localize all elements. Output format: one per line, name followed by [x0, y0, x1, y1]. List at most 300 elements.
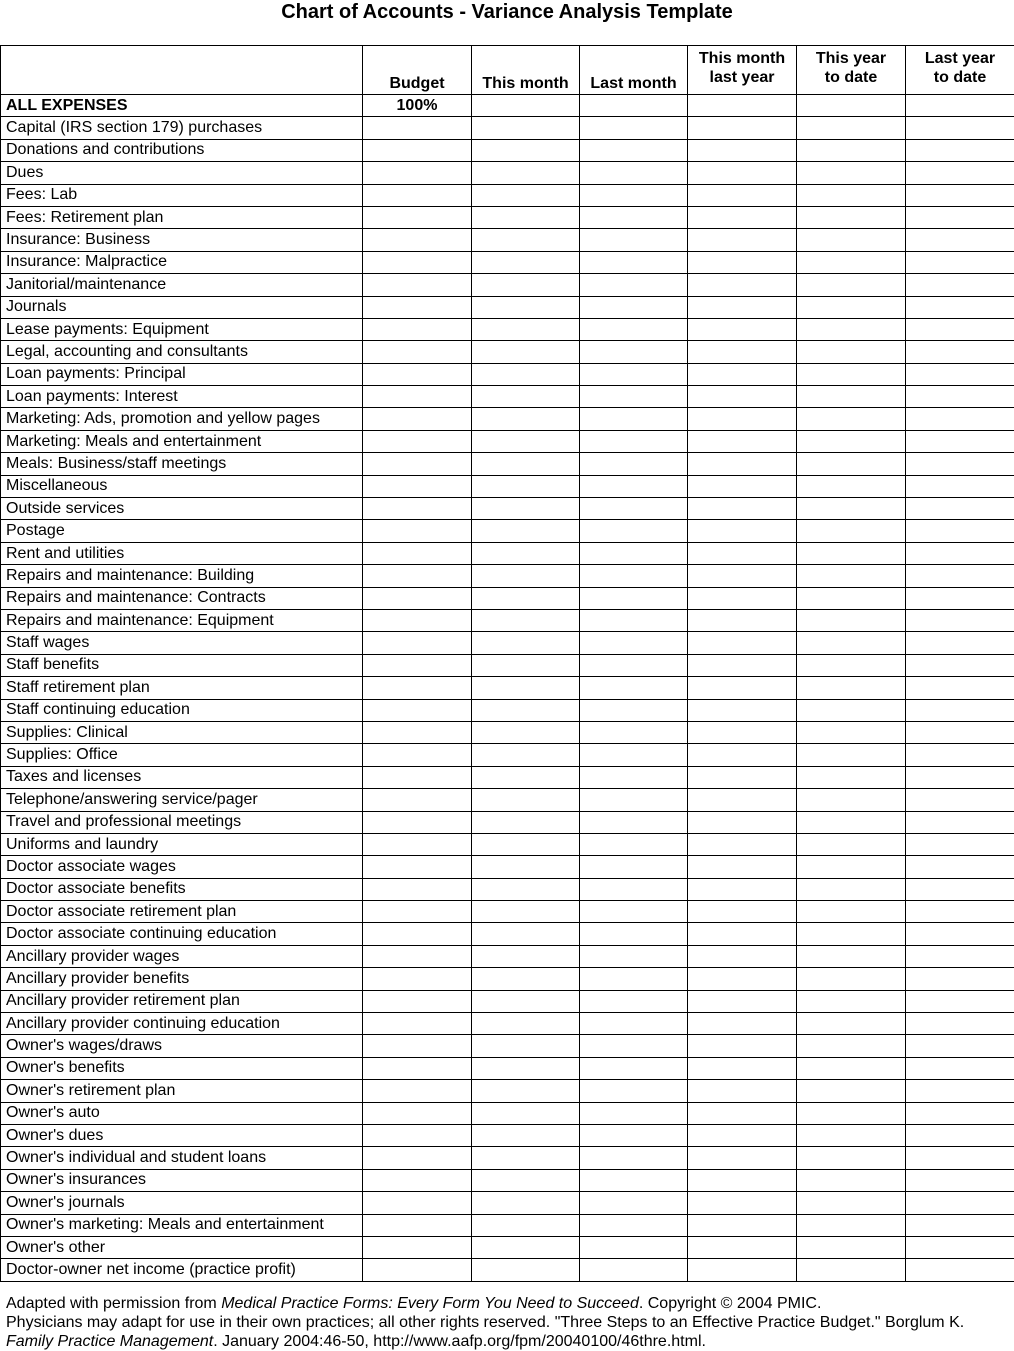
budget-cell [363, 878, 472, 900]
budget-cell [363, 296, 472, 318]
last-year-to-date-cell [906, 654, 1014, 676]
last-month-cell [580, 1080, 688, 1102]
last-month-cell [580, 1035, 688, 1057]
last-year-to-date-cell [906, 677, 1014, 699]
table-row [1, 206, 1014, 228]
row-label: Owner's marketing: Meals and entertainment [1, 1214, 363, 1236]
this-month-last-year-cell [688, 1214, 797, 1236]
table-row [1, 789, 1014, 811]
this-month-last-year-cell [688, 699, 797, 721]
this-year-to-date-cell [797, 1147, 906, 1169]
budget-cell [363, 475, 472, 497]
last-year-to-date-cell [906, 341, 1014, 363]
this-year-to-date-cell [797, 1169, 906, 1191]
this-month-cell [472, 721, 580, 743]
last-year-to-date-cell [906, 274, 1014, 296]
last-month-cell [580, 990, 688, 1012]
this-month-last-year-cell [688, 565, 797, 587]
row-label: Owner's insurances [1, 1169, 363, 1191]
table-row [1, 453, 1014, 475]
row-label: Staff retirement plan [1, 677, 363, 699]
row-label: Capital (IRS section 179) purchases [1, 117, 363, 139]
last-month-cell [580, 1192, 688, 1214]
budget-cell [363, 1057, 472, 1079]
table-row [1, 811, 1014, 833]
last-month-cell [580, 430, 688, 452]
this-month-cell [472, 699, 580, 721]
this-month-cell [472, 184, 580, 206]
this-year-to-date-cell [797, 1035, 906, 1057]
table-row [1, 1102, 1014, 1124]
budget-cell [363, 229, 472, 251]
last-year-to-date-cell [906, 1057, 1014, 1079]
this-year-to-date-cell [797, 766, 906, 788]
column-header-last-year-to-date: Last year to date [906, 46, 1014, 95]
budget-cell [363, 677, 472, 699]
this-month-cell [472, 1192, 580, 1214]
table-row [1, 587, 1014, 609]
this-month-last-year-cell [688, 498, 797, 520]
this-year-to-date-cell [797, 453, 906, 475]
table-row [1, 1147, 1014, 1169]
last-year-to-date-cell [906, 1102, 1014, 1124]
table-row [1, 229, 1014, 251]
last-month-cell [580, 386, 688, 408]
this-year-to-date-cell [797, 721, 906, 743]
last-year-to-date-cell [906, 206, 1014, 228]
budget-cell [363, 453, 472, 475]
budget-cell [363, 1236, 472, 1258]
this-year-to-date-cell [797, 811, 906, 833]
this-month-last-year-cell [688, 811, 797, 833]
budget-cell [363, 990, 472, 1012]
row-label: Lease payments: Equipment [1, 318, 363, 340]
last-month-cell [580, 677, 688, 699]
row-label: Repairs and maintenance: Contracts [1, 587, 363, 609]
last-year-to-date-cell [906, 901, 1014, 923]
last-year-to-date-cell [906, 453, 1014, 475]
last-year-to-date-cell [906, 162, 1014, 184]
this-month-last-year-cell [688, 789, 797, 811]
budget-cell [363, 1013, 472, 1035]
last-month-cell [580, 1236, 688, 1258]
this-year-to-date-cell [797, 1214, 906, 1236]
this-month-last-year-cell [688, 945, 797, 967]
this-year-to-date-cell [797, 162, 906, 184]
last-month-cell [580, 878, 688, 900]
row-label: Outside services [1, 498, 363, 520]
last-month-cell [580, 341, 688, 363]
row-label: Owner's retirement plan [1, 1080, 363, 1102]
last-month-cell [580, 766, 688, 788]
table-row [1, 1192, 1014, 1214]
last-year-to-date-cell [906, 117, 1014, 139]
this-year-to-date-cell [797, 408, 906, 430]
table-row [1, 408, 1014, 430]
table-row [1, 251, 1014, 273]
row-label: Owner's other [1, 1236, 363, 1258]
table-row [1, 856, 1014, 878]
this-year-to-date-cell [797, 206, 906, 228]
table-row [1, 609, 1014, 631]
row-label: Owner's dues [1, 1124, 363, 1146]
this-month-cell [472, 475, 580, 497]
column-header-this-month: This month [472, 46, 580, 95]
table-row [1, 520, 1014, 542]
table-row [1, 632, 1014, 654]
this-month-last-year-cell [688, 654, 797, 676]
this-month-cell [472, 901, 580, 923]
last-year-to-date-cell [906, 251, 1014, 273]
row-label: Owner's benefits [1, 1057, 363, 1079]
row-label: Staff continuing education [1, 699, 363, 721]
budget-cell [363, 1147, 472, 1169]
this-year-to-date-cell [797, 609, 906, 631]
table-row [1, 654, 1014, 676]
table-row [1, 498, 1014, 520]
table-row [1, 341, 1014, 363]
last-year-to-date-cell [906, 1080, 1014, 1102]
this-month-last-year-cell [688, 587, 797, 609]
budget-cell [363, 1192, 472, 1214]
last-month-cell [580, 251, 688, 273]
budget-cell [363, 901, 472, 923]
row-label: Dues [1, 162, 363, 184]
last-year-to-date-cell [906, 1169, 1014, 1191]
budget-cell [363, 654, 472, 676]
row-label: Meals: Business/staff meetings [1, 453, 363, 475]
this-year-to-date-cell [797, 632, 906, 654]
this-month-cell [472, 453, 580, 475]
budget-cell: 100% [363, 95, 472, 117]
this-month-last-year-cell [688, 206, 797, 228]
column-header-last-month: Last month [580, 46, 688, 95]
row-label: Supplies: Office [1, 744, 363, 766]
this-month-last-year-cell [688, 1236, 797, 1258]
budget-cell [363, 766, 472, 788]
this-year-to-date-cell [797, 833, 906, 855]
table-row [1, 901, 1014, 923]
row-label: Repairs and maintenance: Equipment [1, 609, 363, 631]
this-year-to-date-cell [797, 184, 906, 206]
this-month-cell [472, 274, 580, 296]
table-row [1, 1124, 1014, 1146]
this-month-cell [472, 878, 580, 900]
citation-line-2: Physicians may adapt for use in their own practices; all other rights reserved. "Three Steps to an Effective Practice Budget." Borglum K. [6, 1313, 1010, 1332]
this-month-last-year-cell [688, 386, 797, 408]
table-row [1, 1214, 1014, 1236]
citation-line-1: Adapted with permission from Medical Practice Forms: Every Form You Need to Succeed. Copyright © 2004 PMIC. [6, 1294, 1010, 1313]
this-month-cell [472, 833, 580, 855]
row-label: Supplies: Clinical [1, 721, 363, 743]
last-year-to-date-cell [906, 184, 1014, 206]
table-row [1, 1080, 1014, 1102]
table-row [1, 721, 1014, 743]
this-month-cell [472, 565, 580, 587]
budget-cell [363, 699, 472, 721]
row-label: Repairs and maintenance: Building [1, 565, 363, 587]
last-month-cell [580, 744, 688, 766]
this-year-to-date-cell [797, 1124, 906, 1146]
row-label: Legal, accounting and consultants [1, 341, 363, 363]
this-month-last-year-cell [688, 632, 797, 654]
budget-cell [363, 1102, 472, 1124]
this-month-cell [472, 206, 580, 228]
this-year-to-date-cell [797, 789, 906, 811]
budget-cell [363, 856, 472, 878]
this-month-last-year-cell [688, 609, 797, 631]
this-year-to-date-cell [797, 386, 906, 408]
last-month-cell [580, 721, 688, 743]
budget-cell [363, 341, 472, 363]
row-label: Owner's auto [1, 1102, 363, 1124]
this-year-to-date-cell [797, 878, 906, 900]
this-month-last-year-cell [688, 1169, 797, 1191]
last-year-to-date-cell [906, 789, 1014, 811]
this-year-to-date-cell [797, 1236, 906, 1258]
this-month-cell [472, 1013, 580, 1035]
row-label: Journals [1, 296, 363, 318]
row-label: Loan payments: Principal [1, 363, 363, 385]
this-month-cell [472, 498, 580, 520]
this-month-last-year-cell [688, 363, 797, 385]
table-row [1, 363, 1014, 385]
this-month-last-year-cell [688, 318, 797, 340]
this-month-last-year-cell [688, 766, 797, 788]
this-month-last-year-cell [688, 1259, 797, 1281]
table-row [1, 475, 1014, 497]
table-row [1, 833, 1014, 855]
last-year-to-date-cell [906, 699, 1014, 721]
this-month-last-year-cell [688, 408, 797, 430]
this-month-last-year-cell [688, 968, 797, 990]
this-month-cell [472, 430, 580, 452]
row-label: Insurance: Malpractice [1, 251, 363, 273]
last-year-to-date-cell [906, 1236, 1014, 1258]
this-year-to-date-cell [797, 923, 906, 945]
last-month-cell [580, 1057, 688, 1079]
this-month-cell [472, 341, 580, 363]
table-row [1, 274, 1014, 296]
last-year-to-date-cell [906, 1035, 1014, 1057]
this-month-last-year-cell [688, 229, 797, 251]
table-row [1, 1013, 1014, 1035]
last-year-to-date-cell [906, 1147, 1014, 1169]
this-month-last-year-cell [688, 1080, 797, 1102]
this-year-to-date-cell [797, 341, 906, 363]
row-label: Doctor-owner net income (practice profit) [1, 1259, 363, 1281]
budget-cell [363, 1169, 472, 1191]
last-month-cell [580, 117, 688, 139]
row-label: Marketing: Meals and entertainment [1, 430, 363, 452]
this-year-to-date-cell [797, 430, 906, 452]
this-month-cell [472, 363, 580, 385]
last-year-to-date-cell [906, 923, 1014, 945]
last-month-cell [580, 587, 688, 609]
this-month-cell [472, 251, 580, 273]
this-month-cell [472, 990, 580, 1012]
this-year-to-date-cell [797, 677, 906, 699]
row-label: Donations and contributions [1, 139, 363, 161]
budget-cell [363, 1124, 472, 1146]
last-year-to-date-cell [906, 609, 1014, 631]
budget-cell [363, 833, 472, 855]
row-label: Fees: Retirement plan [1, 206, 363, 228]
row-label: Postage [1, 520, 363, 542]
budget-cell [363, 274, 472, 296]
last-year-to-date-cell [906, 945, 1014, 967]
last-month-cell [580, 162, 688, 184]
this-month-cell [472, 542, 580, 564]
last-month-cell [580, 923, 688, 945]
row-label: Doctor associate continuing education [1, 923, 363, 945]
table-row [1, 184, 1014, 206]
last-month-cell [580, 789, 688, 811]
budget-cell [363, 789, 472, 811]
last-month-cell [580, 968, 688, 990]
this-year-to-date-cell [797, 699, 906, 721]
last-month-cell [580, 274, 688, 296]
last-year-to-date-cell [906, 833, 1014, 855]
last-month-cell [580, 833, 688, 855]
this-month-cell [472, 296, 580, 318]
row-label: Loan payments: Interest [1, 386, 363, 408]
budget-cell [363, 744, 472, 766]
row-label: Doctor associate benefits [1, 878, 363, 900]
table-row [1, 1035, 1014, 1057]
this-month-cell [472, 811, 580, 833]
this-month-last-year-cell [688, 1192, 797, 1214]
last-month-cell [580, 1169, 688, 1191]
this-month-last-year-cell [688, 1147, 797, 1169]
budget-cell [363, 184, 472, 206]
this-month-cell [472, 318, 580, 340]
last-month-cell [580, 1124, 688, 1146]
last-month-cell [580, 184, 688, 206]
this-month-cell [472, 117, 580, 139]
budget-cell [363, 408, 472, 430]
this-month-last-year-cell [688, 833, 797, 855]
this-month-cell [472, 789, 580, 811]
this-month-last-year-cell [688, 744, 797, 766]
table-row [1, 542, 1014, 564]
table-row [1, 945, 1014, 967]
table-row [1, 968, 1014, 990]
table-row [1, 1169, 1014, 1191]
this-month-last-year-cell [688, 117, 797, 139]
last-year-to-date-cell [906, 587, 1014, 609]
this-year-to-date-cell [797, 95, 906, 117]
last-month-cell [580, 318, 688, 340]
this-month-last-year-cell [688, 162, 797, 184]
variance-table [0, 45, 1014, 1282]
last-year-to-date-cell [906, 990, 1014, 1012]
this-month-last-year-cell [688, 990, 797, 1012]
budget-cell [363, 609, 472, 631]
this-month-last-year-cell [688, 475, 797, 497]
budget-cell [363, 565, 472, 587]
table-row [1, 990, 1014, 1012]
last-year-to-date-cell [906, 229, 1014, 251]
budget-cell [363, 318, 472, 340]
this-year-to-date-cell [797, 587, 906, 609]
table-row [1, 565, 1014, 587]
row-label: Doctor associate wages [1, 856, 363, 878]
last-month-cell [580, 1259, 688, 1281]
column-header-account [1, 46, 363, 95]
this-month-cell [472, 1035, 580, 1057]
this-month-last-year-cell [688, 721, 797, 743]
this-month-last-year-cell [688, 1035, 797, 1057]
budget-cell [363, 162, 472, 184]
table-row [1, 430, 1014, 452]
this-month-cell [472, 923, 580, 945]
this-year-to-date-cell [797, 117, 906, 139]
this-month-last-year-cell [688, 184, 797, 206]
last-year-to-date-cell [906, 968, 1014, 990]
last-month-cell [580, 95, 688, 117]
header-row [1, 46, 1014, 95]
last-year-to-date-cell [906, 139, 1014, 161]
last-year-to-date-cell [906, 1259, 1014, 1281]
this-year-to-date-cell [797, 542, 906, 564]
last-year-to-date-cell [906, 1192, 1014, 1214]
this-month-last-year-cell [688, 677, 797, 699]
row-label: Taxes and licenses [1, 766, 363, 788]
last-month-cell [580, 1013, 688, 1035]
budget-cell [363, 430, 472, 452]
this-month-cell [472, 677, 580, 699]
budget-cell [363, 542, 472, 564]
row-label: Telephone/answering service/pager [1, 789, 363, 811]
table-row [1, 139, 1014, 161]
row-label: Marketing: Ads, promotion and yellow pages [1, 408, 363, 430]
budget-cell [363, 1035, 472, 1057]
this-year-to-date-cell [797, 1102, 906, 1124]
table-row [1, 1236, 1014, 1258]
row-label: Owner's individual and student loans [1, 1147, 363, 1169]
this-year-to-date-cell [797, 1192, 906, 1214]
this-year-to-date-cell [797, 363, 906, 385]
this-year-to-date-cell [797, 318, 906, 340]
this-year-to-date-cell [797, 498, 906, 520]
citation-line-3: Family Practice Management. January 2004:46-50, http://www.aafp.org/fpm/20040100/46thre.html. [6, 1332, 1010, 1351]
this-year-to-date-cell [797, 990, 906, 1012]
last-year-to-date-cell [906, 475, 1014, 497]
last-year-to-date-cell [906, 565, 1014, 587]
this-month-cell [472, 1169, 580, 1191]
last-year-to-date-cell [906, 318, 1014, 340]
last-year-to-date-cell [906, 721, 1014, 743]
this-year-to-date-cell [797, 251, 906, 273]
table-row [1, 766, 1014, 788]
last-month-cell [580, 654, 688, 676]
citation-footer [6, 1294, 1010, 1351]
last-month-cell [580, 699, 688, 721]
this-month-cell [472, 229, 580, 251]
this-month-last-year-cell [688, 1124, 797, 1146]
total-row [1, 95, 1014, 117]
this-year-to-date-cell [797, 945, 906, 967]
last-year-to-date-cell [906, 811, 1014, 833]
row-label: Ancillary provider benefits [1, 968, 363, 990]
this-month-last-year-cell [688, 1057, 797, 1079]
this-month-cell [472, 95, 580, 117]
table-row [1, 1057, 1014, 1079]
last-year-to-date-cell [906, 386, 1014, 408]
last-month-cell [580, 542, 688, 564]
this-month-cell [472, 654, 580, 676]
